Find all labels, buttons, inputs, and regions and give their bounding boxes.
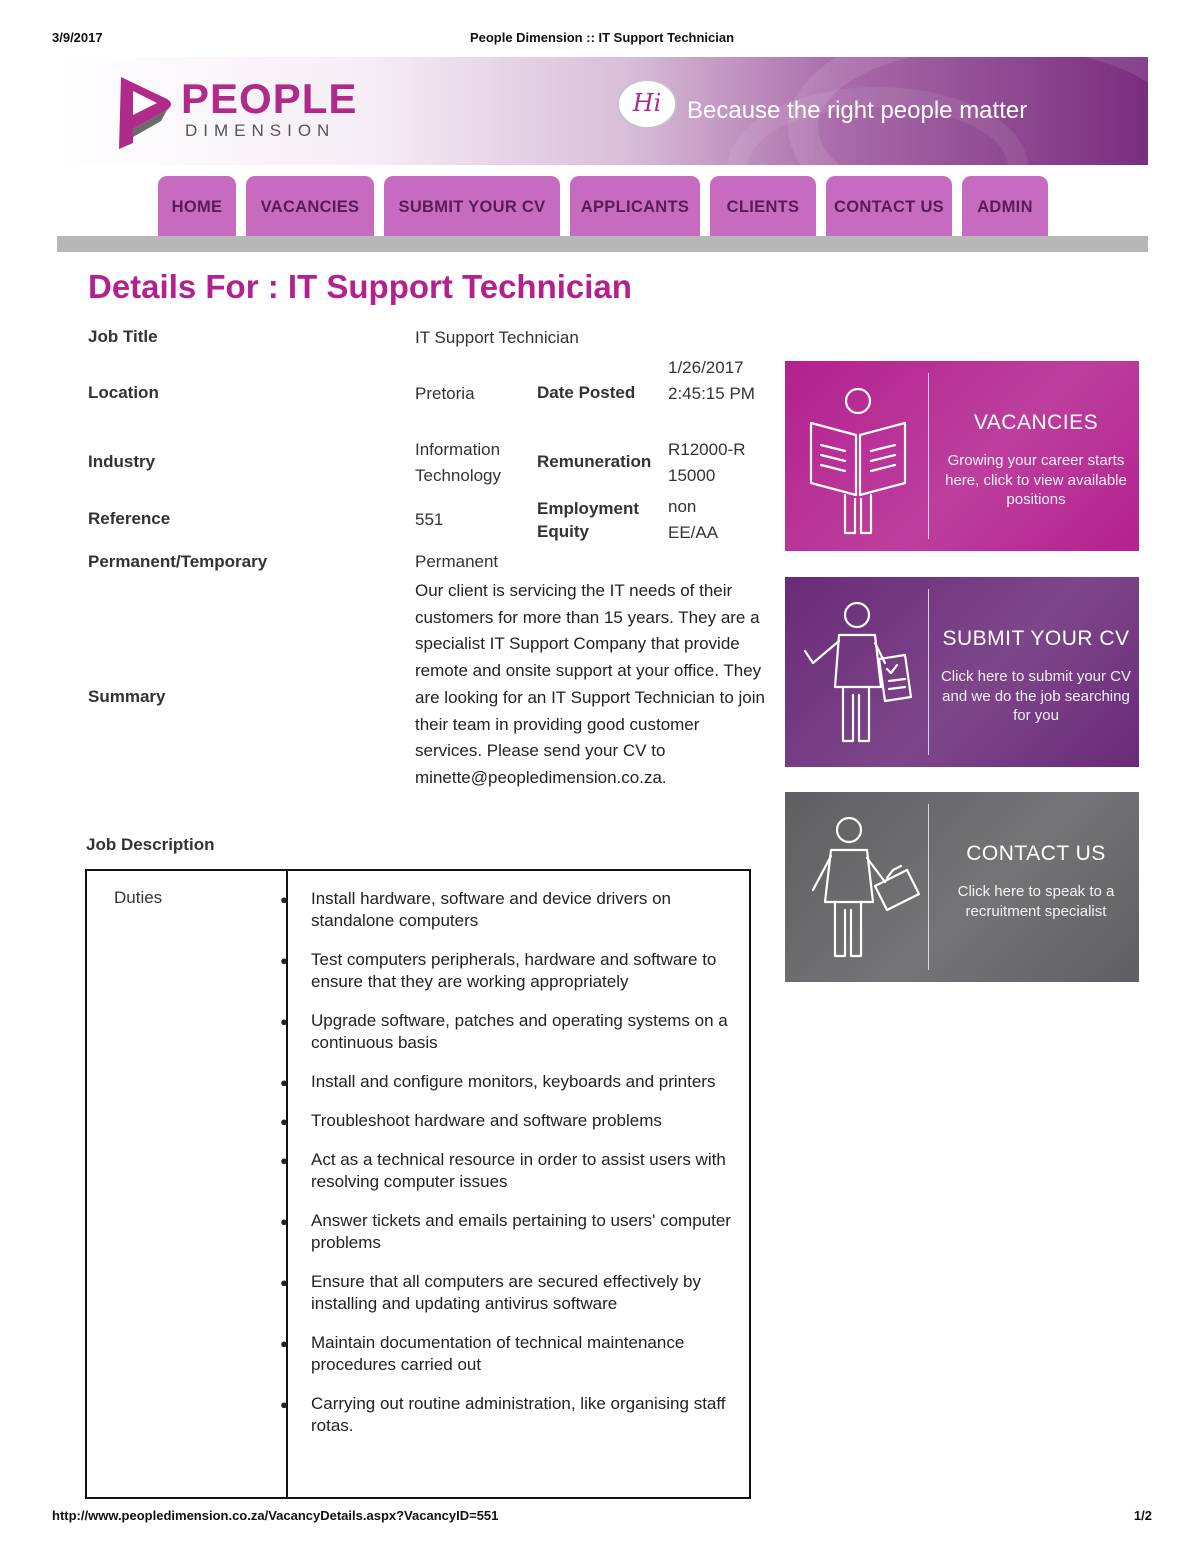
duty-text: Answer tickets and emails pertaining to users' computer problems: [311, 1211, 731, 1252]
print-date: 3/9/2017: [52, 30, 103, 45]
reference-label: Reference: [88, 509, 171, 528]
job-description-label: Job Description: [86, 835, 215, 854]
duties-label: Duties: [114, 888, 163, 907]
bullet-icon: ●: [280, 1114, 288, 1129]
reading-person-icon: [795, 375, 921, 537]
bullet-icon: ●: [280, 1153, 288, 1168]
duty-item: [280, 1149, 731, 1193]
duty-text: Maintain documentation of technical maintenance procedures carried out: [311, 1333, 685, 1374]
location-label: Location: [88, 383, 159, 402]
duty-text: Upgrade software, patches and operating systems on a continuous basis: [311, 1011, 728, 1052]
submit-cv-card-text: Click here to submit your CV and we do the job searching for you: [940, 668, 1132, 724]
duty-item: [280, 1393, 731, 1437]
submit-cv-card-title: SUBMIT YOUR CV: [942, 627, 1130, 650]
reference-value: 551: [415, 510, 444, 529]
industry-value: Information Technology: [415, 440, 502, 485]
duty-text: Ensure that all computers are secured effectively by installing and updating antivirus software: [311, 1272, 701, 1313]
card-separator: [928, 373, 929, 539]
industry-label: Industry: [88, 452, 156, 471]
card-separator: [928, 589, 929, 755]
job-title-value: IT Support Technician: [415, 328, 579, 347]
date-posted-label: Date Posted: [537, 383, 636, 402]
contact-card[interactable]: [785, 792, 1139, 982]
nav-admin[interactable]: ADMIN: [962, 176, 1048, 236]
print-url[interactable]: http://www.peopledimension.co.za/VacancyDetails.aspx?VacancyID=551: [52, 1508, 499, 1523]
bullet-icon: ●: [280, 1075, 288, 1090]
duties-list: [280, 888, 731, 1454]
print-header: [52, 30, 1152, 48]
duty-text: Test computers peripherals, hardware and software to ensure that they are working appropriately: [311, 950, 717, 991]
site-banner: [57, 57, 1148, 165]
hi-bubble: [617, 79, 677, 129]
remuneration-label: Remuneration: [537, 452, 652, 471]
duty-item: [280, 1210, 731, 1254]
nav-vacancies[interactable]: VACANCIES: [246, 176, 374, 236]
location-value: Pretoria: [415, 384, 475, 403]
ee-label: Employment Equity: [537, 499, 640, 541]
briefcase-person-icon: [795, 806, 921, 968]
job-description-table: [85, 869, 751, 1499]
duty-item: [280, 1332, 731, 1376]
duty-text: Troubleshoot hardware and software problems: [311, 1111, 662, 1130]
duty-item: [280, 888, 731, 932]
duty-text: Install hardware, software and device drivers on standalone computers: [311, 889, 672, 930]
contact-card-text: Click here to speak to a recruitment specialist: [957, 883, 1115, 920]
nav-clients[interactable]: CLIENTS: [710, 176, 816, 236]
bullet-icon: ●: [280, 1397, 288, 1412]
nav-home[interactable]: HOME: [158, 176, 236, 236]
summary-label: Summary: [88, 687, 166, 706]
bullet-icon: ●: [280, 1275, 288, 1290]
cv-submit-person-icon: [795, 591, 921, 753]
print-page-number: 1/2: [1133, 1508, 1152, 1523]
duty-text: Carrying out routine administration, like organising staff rotas.: [311, 1394, 726, 1435]
duty-item: [280, 949, 731, 993]
print-footer: [52, 1508, 1152, 1526]
logo-icon[interactable]: [109, 69, 179, 151]
duty-item: [280, 1010, 731, 1054]
card-separator: [928, 804, 929, 970]
remuneration-value: R12000-R15000: [668, 440, 746, 485]
logo-subtitle: DIMENSION: [185, 121, 336, 140]
nav-contact-us[interactable]: CONTACT US: [826, 176, 952, 236]
vacancies-card[interactable]: [785, 361, 1139, 551]
logo-wordmark[interactable]: PEOPLE: [181, 75, 358, 122]
job-title-label: Job Title: [88, 327, 158, 346]
duty-item: [280, 1071, 731, 1093]
bullet-icon: ●: [280, 953, 288, 968]
perm-label: Permanent/Temporary: [88, 552, 268, 571]
submit-cv-card[interactable]: [785, 577, 1139, 767]
bullet-icon: ●: [280, 1336, 288, 1351]
contact-card-title: CONTACT US: [966, 842, 1106, 865]
tagline: Because the right people matter: [687, 97, 1028, 124]
bullet-icon: ●: [280, 892, 288, 907]
hi-text: Hi: [632, 89, 662, 117]
duty-text: Install and configure monitors, keyboards and printers: [311, 1072, 716, 1091]
duty-item: [280, 1271, 731, 1315]
vacancies-card-title: VACANCIES: [973, 411, 1099, 434]
bullet-icon: ●: [280, 1014, 288, 1029]
nav-applicants[interactable]: APPLICANTS: [570, 176, 700, 236]
nav-underline: [57, 236, 1148, 252]
perm-value: Permanent: [415, 552, 499, 571]
bullet-icon: ●: [280, 1214, 288, 1229]
duty-text: Act as a technical resource in order to assist users with resolving computer issues: [311, 1150, 726, 1191]
date-posted-value: 1/26/2017 2:45:15 PM: [668, 358, 755, 403]
vacancies-card-text: Growing your career starts here, click to view available positions: [945, 452, 1127, 508]
print-title: People Dimension :: IT Support Technician: [469, 30, 735, 45]
ee-value: non EE/AA: [668, 497, 719, 542]
duty-item: [280, 1110, 731, 1132]
summary-text: Our client is servicing the IT needs of their customers for more than 15 years. They are a specialist IT Support Company that provide remote and onsite support at your office. They are looking for an IT Support Technician to join their team in providing good customer services. Please send your CV to minette@peopledimension.co.za.: [415, 581, 765, 787]
page-title: Details For : IT Support Technician: [88, 268, 632, 305]
nav-submit-cv[interactable]: SUBMIT YOUR CV: [384, 176, 560, 236]
